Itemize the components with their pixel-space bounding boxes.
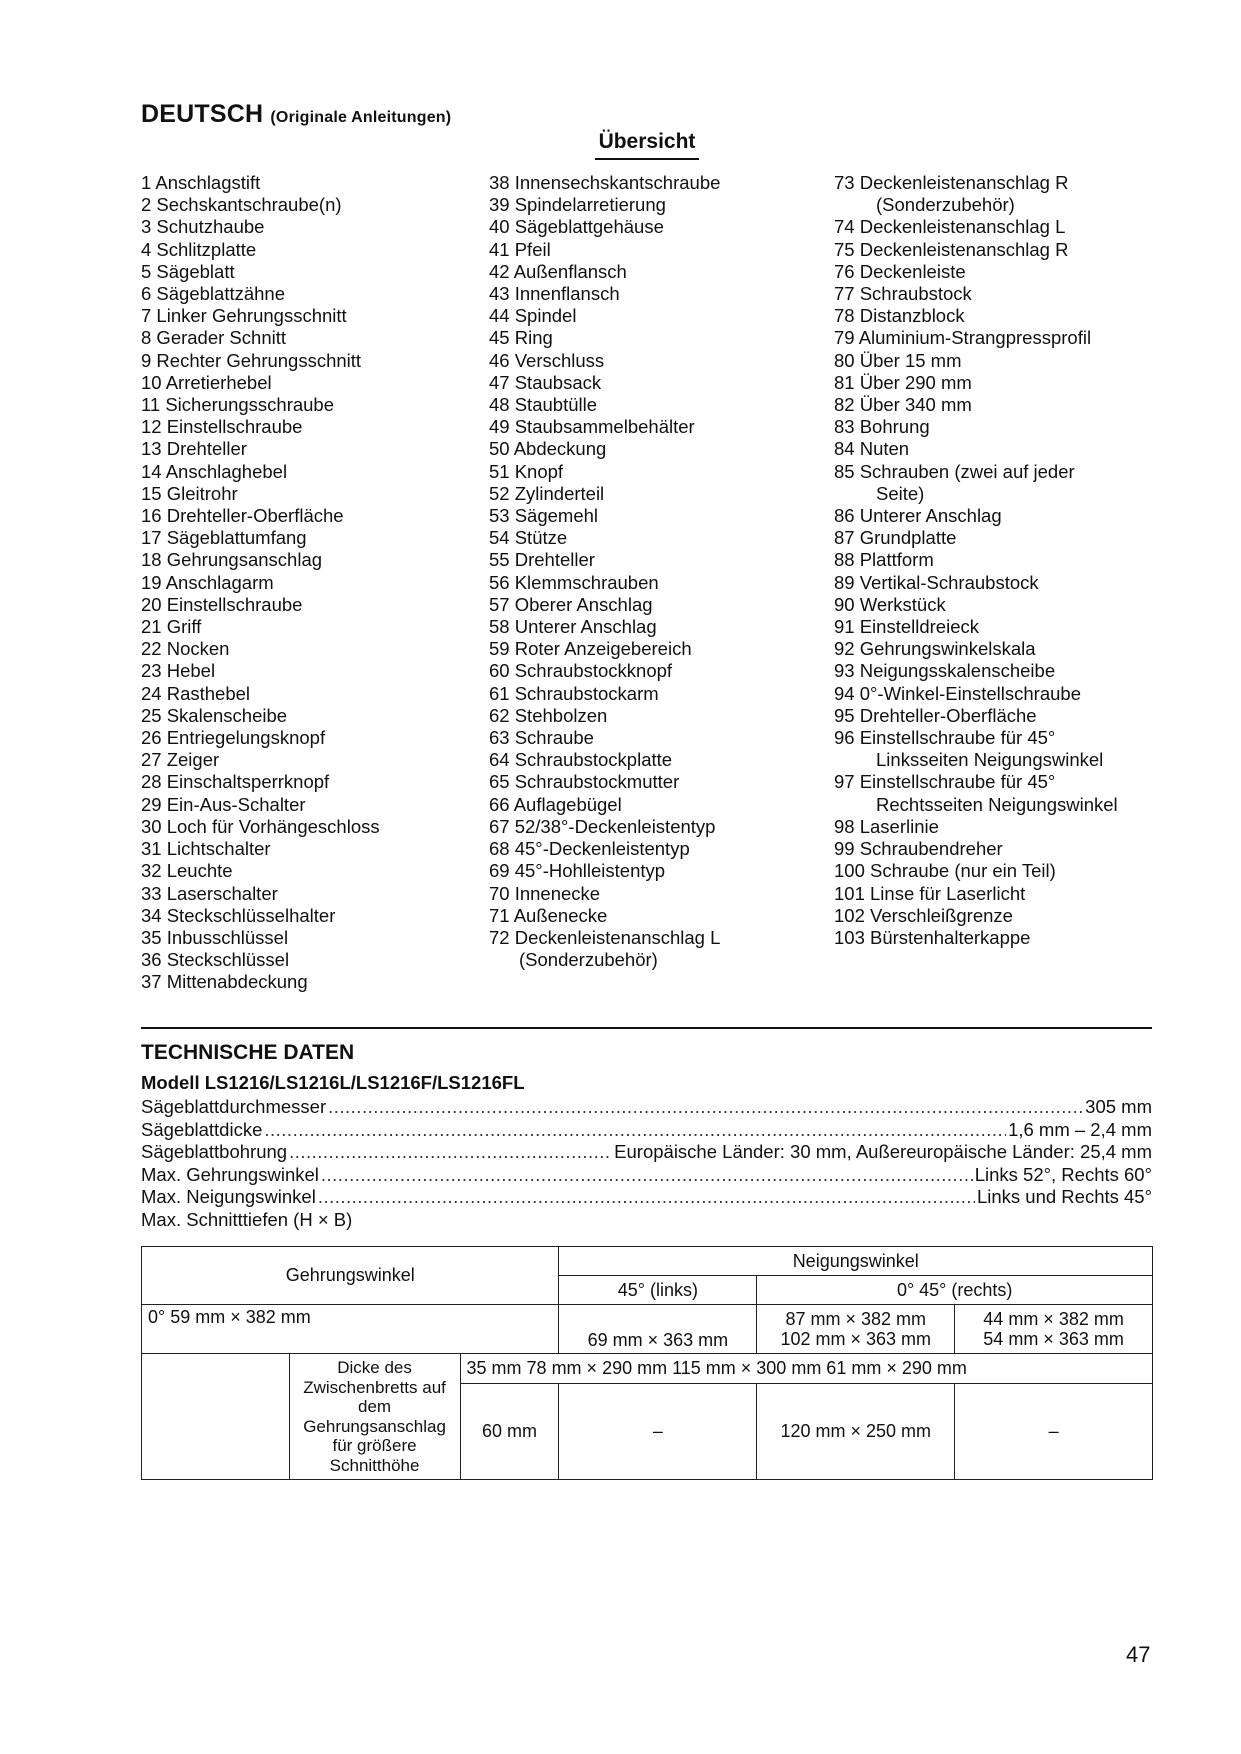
parts-list-item: 48 Staubtülle	[489, 394, 598, 416]
parts-list-item: Linksseiten Neigungswinkel	[876, 749, 1104, 771]
parts-list-item: 46 Verschluss	[489, 349, 605, 371]
parts-list-item: 74 Deckenleistenanschlag L	[834, 216, 1066, 238]
parts-list-item: 77 Schraubstock	[834, 283, 972, 305]
parts-list-item: Rechtsseiten Neigungswinkel	[876, 793, 1118, 815]
parts-list-item: 101 Linse für Laserlicht	[834, 882, 1026, 904]
row3-bevel-right: –	[955, 1384, 1153, 1480]
parts-list-item: 96 Einstellschraube für 45°	[834, 727, 1056, 749]
parts-list-item: 53 Sägemehl	[489, 505, 599, 527]
spec-row	[141, 1186, 1152, 1209]
miter-angle-header: Gehrungswinkel	[142, 1247, 559, 1305]
parts-list-item: 56 Klemmschrauben	[489, 571, 659, 593]
parts-list-item: 26 Entriegelungsknopf	[141, 727, 326, 749]
parts-list-item: 24 Rasthebel	[141, 682, 251, 704]
parts-list-item: 8 Gerader Schnitt	[141, 327, 286, 349]
parts-list-item: 63 Schraube	[489, 727, 594, 749]
parts-list-item: 60 Schraubstockknopf	[489, 660, 673, 682]
parts-list-item: 73 Deckenleistenanschlag R	[834, 172, 1069, 193]
parts-list-item: 17 Sägeblattumfang	[141, 527, 307, 549]
spec-row	[141, 1119, 1152, 1142]
spec-row	[141, 1096, 1152, 1119]
parts-list-item: 19 Anschlagarm	[141, 571, 274, 593]
parts-list-item: 100 Schraube (nur ein Teil)	[834, 860, 1056, 882]
page-number: 47	[1126, 1642, 1151, 1667]
parts-list-item: 94 0°-Winkel-Einstellschraube	[834, 682, 1081, 704]
parts-list-item: 42 Außenflansch	[489, 260, 627, 282]
spacer-thickness-value: 60 mm	[460, 1384, 559, 1480]
row1-bevel-mid: 87 mm × 382 mm 102 mm × 363 mm	[757, 1305, 955, 1354]
parts-list-item: 59 Roter Anzeigebereich	[489, 638, 692, 660]
row-zero-degree: 0° 59 mm × 382 mm	[142, 1305, 559, 1354]
parts-list-item: 11 Sicherungsschraube	[141, 394, 335, 416]
parts-list-item: 9 Rechter Gehrungsschnitt	[141, 349, 362, 371]
parts-list-item: 1 Anschlagstift	[141, 172, 261, 193]
parts-list-item: 83 Bohrung	[834, 416, 930, 438]
parts-list-item: 78 Distanzblock	[834, 305, 965, 327]
parts-list-item: 72 Deckenleistenanschlag L	[489, 926, 721, 948]
parts-list-item: 4 Schlitzplatte	[141, 238, 257, 260]
leader-dots	[321, 1164, 973, 1187]
parts-list-item: 90 Werkstück	[834, 593, 946, 615]
parts-list-item: 23 Hebel	[141, 660, 216, 682]
spec-value: 305 mm	[1085, 1096, 1152, 1117]
section-divider	[141, 1027, 1152, 1029]
parts-list-item: 29 Ein-Aus-Schalter	[141, 793, 306, 815]
parts-list-item: 33 Laserschalter	[141, 882, 278, 904]
subtitle: (Originale Anleitungen)	[270, 109, 452, 126]
spacer-thickness-label: Dicke des Zwischenbretts auf dem Gehrungsanschlag für größere Schnitthöhe	[289, 1354, 460, 1480]
parts-list-item: (Sonderzubehör)	[876, 194, 1015, 216]
parts-list-item: 87 Grundplatte	[834, 527, 957, 549]
parts-list-column-2	[489, 172, 720, 971]
parts-list-item: 16 Drehteller-Oberfläche	[141, 505, 344, 527]
language-label: DEUTSCH	[141, 100, 264, 128]
model-line: Modell LS1216/LS1216L/LS1216F/LS1216FL	[141, 1072, 525, 1093]
parts-list-item: 79 Aluminium-Strangpressprofil	[834, 327, 1092, 349]
parts-list-item: (Sonderzubehör)	[519, 949, 658, 971]
spec-label: Max. Neigungswinkel	[141, 1186, 316, 1207]
parts-list-item: 54 Stütze	[489, 527, 568, 549]
parts-list-item: 58 Unterer Anschlag	[489, 616, 657, 638]
parts-list-item: 25 Skalenscheibe	[141, 704, 288, 726]
parts-list-item: 35 Inbusschlüssel	[141, 926, 289, 948]
parts-list-item: 82 Über 340 mm	[834, 394, 972, 416]
leader-dots	[328, 1096, 1083, 1119]
parts-list-item: 15 Gleitrohr	[141, 482, 238, 504]
parts-list-item: 95 Drehteller-Oberfläche	[834, 704, 1037, 726]
row1-bevel-right: 44 mm × 382 mm 54 mm × 363 mm	[955, 1305, 1153, 1354]
row2-values: 35 mm 78 mm × 290 mm 115 mm × 300 mm 61 mm × 290 mm	[460, 1354, 1152, 1384]
parts-list-item: 14 Anschlaghebel	[141, 460, 288, 482]
parts-list-item: 102 Verschleißgrenze	[834, 904, 1013, 926]
parts-list-item: 71 Außenecke	[489, 904, 608, 926]
leader-dots	[264, 1119, 1006, 1142]
parts-list-item: 45 Ring	[489, 327, 553, 349]
parts-list-item: 20 Einstellschraube	[141, 593, 303, 615]
parts-list-item: 12 Einstellschraube	[141, 416, 303, 438]
parts-list-item: 55 Drehteller	[489, 549, 595, 571]
bevel-angle-header: Neigungswinkel	[559, 1247, 1153, 1276]
parts-list-item: 22 Nocken	[141, 638, 230, 660]
bevel-left-header: 45° (links)	[559, 1276, 757, 1305]
parts-list-item: 36 Steckschlüssel	[141, 949, 290, 971]
parts-list-item: 88 Plattform	[834, 549, 934, 571]
row3-bevel-mid: 120 mm × 250 mm	[757, 1384, 955, 1480]
parts-list-item: 30 Loch für Vorhängeschloss	[141, 815, 380, 837]
cutting-capacity-table	[141, 1246, 1153, 1480]
parts-list-item: 41 Pfeil	[489, 238, 551, 260]
parts-list-item: 92 Gehrungswinkelskala	[834, 638, 1036, 660]
parts-list-item: 47 Staubsack	[489, 371, 602, 393]
parts-list-item: 31 Lichtschalter	[141, 838, 271, 860]
parts-list-item: 91 Einstelldreieck	[834, 616, 979, 638]
parts-list-item: 57 Oberer Anschlag	[489, 593, 653, 615]
parts-list-item: 40 Sägeblattgehäuse	[489, 216, 664, 238]
parts-list-item: 65 Schraubstockmutter	[489, 771, 680, 793]
parts-list-item: 81 Über 290 mm	[834, 371, 972, 393]
parts-list-item: 68 45°-Deckenleistentyp	[489, 838, 690, 860]
parts-list-item: 70 Innenecke	[489, 882, 601, 904]
parts-list-item: 32 Leuchte	[141, 860, 233, 882]
parts-list-item: 52 Zylinderteil	[489, 482, 605, 504]
spec-row	[141, 1141, 1152, 1164]
bevel-right-header: 0° 45° (rechts)	[757, 1276, 1153, 1305]
parts-list-item: 43 Innenflansch	[489, 283, 620, 305]
parts-list-item: 50 Abdeckung	[489, 438, 607, 460]
parts-list-item: 10 Arretierhebel	[141, 371, 272, 393]
parts-list-item: 49 Staubsammelbehälter	[489, 416, 695, 438]
spec-list	[141, 1096, 1152, 1231]
parts-list-item: 28 Einschaltsperrknopf	[141, 771, 330, 793]
parts-list-item: 69 45°-Hohlleistentyp	[489, 860, 666, 882]
spec-value: Europäische Länder: 30 mm, Außereuropäische Länder: 25,4 mm	[614, 1141, 1152, 1162]
parts-list-item: 97 Einstellschraube für 45°	[834, 771, 1056, 793]
parts-list-item: 21 Griff	[141, 616, 202, 638]
parts-list-item: 64 Schraubstockplatte	[489, 749, 673, 771]
parts-list-item: 75 Deckenleistenanschlag R	[834, 238, 1069, 260]
parts-list-item: 37 Mittenabdeckung	[141, 971, 308, 993]
document-title	[141, 100, 451, 129]
parts-list-item: Seite)	[876, 482, 925, 504]
parts-list-item: 84 Nuten	[834, 438, 910, 460]
parts-list-item: 103 Bürstenhalterkappe	[834, 926, 1031, 948]
cut-capacity-label: Max. Schnitttiefen (H × B)	[141, 1208, 353, 1230]
parts-list-item: 62 Stehbolzen	[489, 704, 608, 726]
spec-row	[141, 1164, 1152, 1187]
row3-bevel-left: –	[559, 1384, 757, 1480]
parts-list-item: 76 Deckenleiste	[834, 260, 966, 282]
overview-heading: Übersicht	[595, 130, 699, 160]
parts-list-item: 89 Vertikal-Schraubstock	[834, 571, 1039, 593]
parts-list-item: 66 Auflagebügel	[489, 793, 622, 815]
parts-list-item: 3 Schutzhaube	[141, 216, 265, 238]
spec-label: Sägeblattbohrung	[141, 1141, 288, 1162]
parts-list-item: 67 52/38°-Deckenleistentyp	[489, 815, 716, 837]
leader-dots	[318, 1186, 975, 1209]
parts-list-item: 80 Über 15 mm	[834, 349, 962, 371]
row1-bevel-left: 69 mm × 363 mm	[559, 1305, 757, 1354]
spec-label: Max. Gehrungswinkel	[141, 1163, 319, 1185]
parts-list-item: 13 Drehteller	[141, 438, 247, 460]
spec-label: Sägeblattdurchmesser	[141, 1096, 327, 1117]
parts-list-item: 86 Unterer Anschlag	[834, 505, 1002, 527]
empty-cell	[142, 1354, 290, 1480]
spec-label: Sägeblattdicke	[141, 1118, 263, 1140]
parts-list-item: 27 Zeiger	[141, 749, 220, 771]
parts-list-column-1	[141, 172, 380, 994]
parts-list-item: 85 Schrauben (zwei auf jeder	[834, 460, 1075, 482]
parts-list-item: 39 Spindelarretierung	[489, 194, 666, 216]
parts-list-item: 99 Schraubendreher	[834, 838, 1003, 860]
technical-data-heading: TECHNISCHE DATEN	[141, 1041, 355, 1064]
spec-value: Links und Rechts 45°	[976, 1186, 1152, 1207]
parts-list-item: 34 Steckschlüsselhalter	[141, 904, 336, 926]
parts-list-item: 93 Neigungsskalenscheibe	[834, 660, 1056, 682]
parts-list-item: 7 Linker Gehrungsschnitt	[141, 305, 347, 327]
parts-list-item: 44 Spindel	[489, 305, 577, 327]
parts-list-item: 18 Gehrungsanschlag	[141, 549, 323, 571]
parts-list-column-3	[834, 172, 1118, 949]
parts-list-item: 5 Sägeblatt	[141, 260, 235, 282]
parts-list-item: 6 Sägeblattzähne	[141, 283, 286, 305]
parts-list-item: 61 Schraubstockarm	[489, 682, 659, 704]
spec-value: 1,6 mm – 2,4 mm	[1008, 1118, 1152, 1140]
spec-value: Links 52°, Rechts 60°	[974, 1163, 1152, 1185]
leader-dots	[289, 1141, 612, 1164]
parts-list-item: 51 Knopf	[489, 460, 564, 482]
parts-list-item: 2 Sechskantschraube(n)	[141, 194, 342, 216]
parts-list-item: 98 Laserlinie	[834, 815, 939, 837]
parts-list-item: 38 Innensechskantschraube	[489, 172, 721, 193]
